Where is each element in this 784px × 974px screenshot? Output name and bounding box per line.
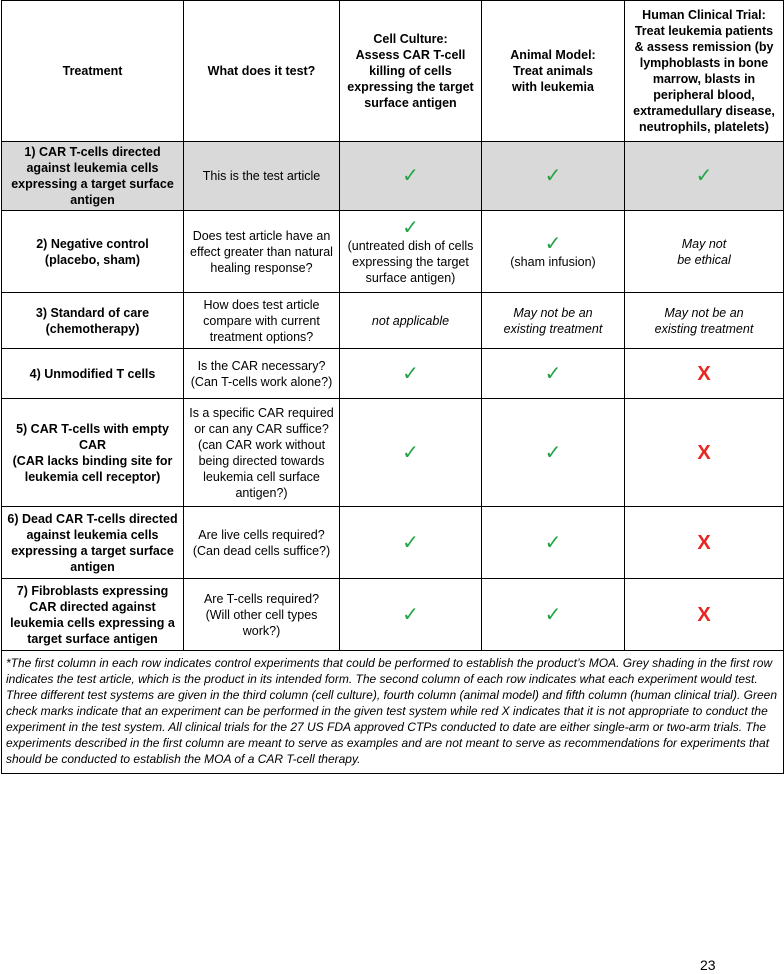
treatment-cell: 1) CAR T-cells directed against leukemia cells expressing a target surface antigen xyxy=(2,142,184,211)
animal-model-cell xyxy=(482,211,625,293)
human-trial-cell: May not be ethical xyxy=(625,211,784,293)
x-icon: X xyxy=(697,531,711,554)
human-trial-cell xyxy=(625,142,784,211)
x-icon: X xyxy=(697,441,711,464)
check-icon: ✓ xyxy=(402,362,419,385)
header-treatment: Treatment xyxy=(2,1,184,142)
check-icon: ✓ xyxy=(695,165,713,187)
cell-culture-cell xyxy=(340,399,482,507)
table-row xyxy=(2,507,784,579)
header-animal-model: Animal Model: Treat animals with leukemia xyxy=(482,1,625,142)
table-row xyxy=(2,579,784,651)
cell-culture-cell xyxy=(340,579,482,651)
animal-model-cell xyxy=(482,349,625,399)
cell-culture-note: (untreated dish of cells expressing the target surface antigen) xyxy=(347,238,474,285)
page-number: 23 xyxy=(700,957,716,973)
cell-culture-cell xyxy=(340,349,482,399)
check-icon: ✓ xyxy=(544,603,562,626)
table-row xyxy=(2,349,784,399)
treatment-cell: 7) Fibroblasts expressing CAR directed against leukemia cells expressing a target surface antigen xyxy=(2,579,184,651)
question-cell: Is a specific CAR required or can any CAR suffice? (can CAR work without being directed towards leukemia cell surface antigen?) xyxy=(184,399,340,507)
header-what-tests: What does it test? xyxy=(184,1,340,142)
footnote-row xyxy=(2,651,784,774)
animal-model-note: (sham infusion) xyxy=(510,254,596,269)
cell-culture-cell: not applicable xyxy=(340,293,482,349)
check-icon: ✓ xyxy=(544,441,562,464)
footnote: *The first column in each row indicates control experiments that could be performed to establish the product’s MOA. Grey shading in the first row indicates the test article, which is the product in its intended form. The second column of each row indicates what each experiment would test. Three different test systems are given in the third column (cell culture), fourth column (animal model) and fifth column (human clinical trial). Green check marks indicate that an experiment can be performed in the given test system while red X indicates that it is not appropriate to conduct the experiment in the test system. All clinical trials for the 27 US FDA approved CTPs conducted to date are either single-arm or two-arm trials. The experiments described in the first column are meant to serve as examples and are not meant to serve as recommendations for experiments that should be conducted to establish the MOA of a CAR T-cell therapy. xyxy=(2,651,784,774)
cell-culture-cell xyxy=(340,507,482,579)
check-icon: ✓ xyxy=(544,165,562,187)
cell-culture-cell xyxy=(340,142,482,211)
cell-culture-cell xyxy=(340,211,482,293)
table-row xyxy=(2,211,784,293)
animal-model-cell xyxy=(482,399,625,507)
table-header-row xyxy=(2,1,784,142)
animal-model-cell: May not be an existing treatment xyxy=(482,293,625,349)
moa-table xyxy=(1,0,784,774)
animal-model-cell xyxy=(482,142,625,211)
human-trial-cell xyxy=(625,349,784,399)
treatment-cell: 3) Standard of care (chemotherapy) xyxy=(2,293,184,349)
treatment-cell: 6) Dead CAR T-cells directed against leukemia cells expressing a target surface antigen xyxy=(2,507,184,579)
table-row xyxy=(2,293,784,349)
human-trial-cell xyxy=(625,507,784,579)
treatment-cell: 5) CAR T-cells with empty CAR (CAR lacks binding site for leukemia cell receptor) xyxy=(2,399,184,507)
check-icon: ✓ xyxy=(544,531,562,554)
header-human-trial: Human Clinical Trial: Treat leukemia patients & assess remission (by lymphoblasts in bone marrow, blasts in peripheral blood, extramedullary disease, neutrophils, platelets) xyxy=(625,1,784,142)
question-cell: Does test article have an effect greater than natural healing response? xyxy=(184,211,340,293)
check-icon: ✓ xyxy=(402,603,419,626)
human-trial-cell xyxy=(625,399,784,507)
check-icon: ✓ xyxy=(402,441,419,464)
header-cell-culture: Cell Culture: Assess CAR T-cell killing of cells expressing the target surface antigen xyxy=(340,1,482,142)
x-icon: X xyxy=(697,603,711,626)
question-cell: Is the CAR necessary? (Can T-cells work alone?) xyxy=(184,349,340,399)
check-icon: ✓ xyxy=(402,216,419,239)
question-cell: How does test article compare with current treatment options? xyxy=(184,293,340,349)
treatment-cell: 4) Unmodified T cells xyxy=(2,349,184,399)
check-icon: ✓ xyxy=(544,362,562,385)
animal-model-cell xyxy=(482,579,625,651)
human-trial-cell: May not be an existing treatment xyxy=(625,293,784,349)
question-cell: Are T-cells required? (Will other cell types work?) xyxy=(184,579,340,651)
check-icon: ✓ xyxy=(544,232,562,255)
check-icon: ✓ xyxy=(402,531,419,554)
table-row xyxy=(2,142,784,211)
animal-model-cell xyxy=(482,507,625,579)
human-trial-cell xyxy=(625,579,784,651)
question-cell: Are live cells required? (Can dead cells suffice?) xyxy=(184,507,340,579)
treatment-cell: 2) Negative control (placebo, sham) xyxy=(2,211,184,293)
check-icon: ✓ xyxy=(402,165,419,187)
x-icon: X xyxy=(697,362,711,385)
table-row xyxy=(2,399,784,507)
question-cell: This is the test article xyxy=(184,142,340,211)
